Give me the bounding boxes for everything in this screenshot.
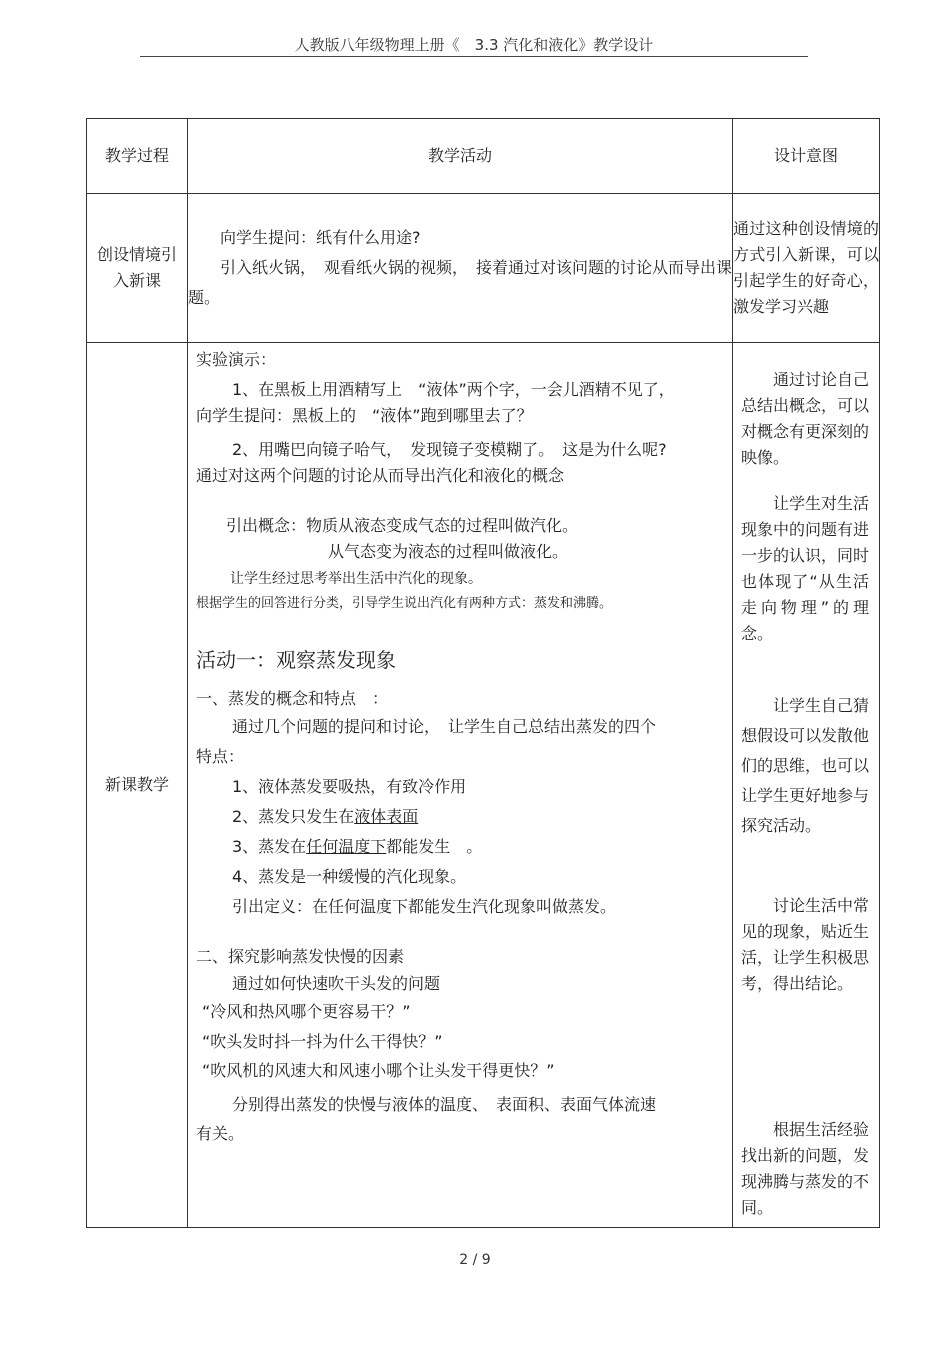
activity-line: 有关。	[196, 1124, 245, 1143]
activity-heading: 活动一：观察蒸发现象	[196, 648, 396, 672]
intent-note: 让学生自己猜想假设可以发散他们的思维，也可以让学生更好地参与探究活动。	[741, 696, 870, 835]
intent-note: 讨论生活中常见的现象，贴近生活，让学生积极思考，得出结论。	[741, 896, 870, 993]
activity-line: 通过几个问题的提问和讨论， 让学生自己总结出蒸发的四个	[232, 717, 657, 736]
table-row	[87, 343, 880, 1228]
question-line: “吹风机的风速大和风速小哪个让头发干得更快？”	[202, 1061, 555, 1080]
activity-line: 特点：	[196, 747, 245, 766]
intent-note: 通过讨论自己总结出概念，可以对概念有更深刻的映像。	[741, 370, 870, 467]
activity-line: 分别得出蒸发的快慢与液体的温度、 表面积、表面气体流速	[232, 1095, 657, 1114]
concept-line: 引出概念：物质从液态变成气态的过程叫做汽化。	[226, 516, 579, 535]
header-rule	[140, 56, 808, 57]
col-header-activity: 教学活动	[188, 119, 733, 194]
section-label: 创设情境引入新课	[87, 194, 188, 343]
activity-cell	[188, 343, 733, 1228]
activity-line: 向学生提问：黑板上的 “液体”跑到哪里去了？	[196, 406, 533, 425]
page-header: 人教版八年级物理上册《 3.3 汽化和液化》教学设计	[294, 36, 654, 54]
activity-line: 向学生提问：纸有什么用途?	[220, 228, 421, 247]
activity-line: 引入纸火锅， 观看纸火锅的视频， 接着通过对该问题的讨论从而导出课题。	[188, 258, 733, 307]
intent-note: 根据生活经验找出新的问题，发现沸腾与蒸发的不同。	[741, 1120, 870, 1217]
underlined-term: 任何温度下	[306, 837, 387, 856]
activity-line: 2、用嘴巴向镜子哈气， 发现镜子变模糊了。 这是为什么呢?	[232, 440, 667, 459]
activity-line: 1、在黑板上用酒精写上 “液体”两个字，一会儿酒精不见了，	[232, 380, 675, 399]
col-header-process: 教学过程	[87, 119, 188, 194]
section-label: 新课教学	[87, 343, 188, 1228]
underlined-term: 液体表面	[354, 807, 419, 826]
col-header-intent: 设计意图	[733, 119, 880, 194]
feature-item	[232, 834, 722, 860]
question-line: “吹头发时抖一抖为什么干得快？”	[202, 1032, 443, 1051]
page-number: 2 / 9	[459, 1252, 491, 1268]
feature-item: 1、液体蒸发要吸热，有致冷作用	[232, 777, 467, 796]
activity-line: 让学生经过思考举出生活中汽化的现象。	[230, 571, 482, 587]
table-header-row	[87, 119, 880, 194]
feature-text: 3、蒸发在	[232, 837, 307, 856]
question-line: “冷风和热风哪个更容易干？”	[202, 1002, 411, 1021]
feature-text: 都能发生 。	[386, 837, 483, 856]
definition-line: 引出定义：在任何温度下都能发生汽化现象叫做蒸发。	[232, 897, 617, 916]
subheading: 二、探究影响蒸发快慢的因素	[196, 947, 405, 966]
feature-item: 4、蒸发是一种缓慢的汽化现象。	[232, 867, 467, 886]
feature-text: 2、蒸发只发生在	[232, 807, 355, 826]
lesson-table	[86, 118, 880, 1228]
intent-cell	[733, 343, 880, 1228]
intent-note: 让学生对生活现象中的问题有进一步的认识，同时也体现了“从生活走向物理”的理念。	[741, 494, 870, 643]
activity-line: 实验演示：	[196, 350, 277, 369]
activity-line: 通过如何快速吹干头发的问题	[232, 974, 441, 993]
intent-cell: 通过这种创设情境的方式引入新课，可以引起学生的好奇心，激发学习兴趣	[733, 194, 880, 343]
subheading: 一、蒸发的概念和特点 ：	[196, 689, 389, 708]
activity-line: 通过对这两个问题的讨论从而导出汽化和液化的概念	[196, 466, 565, 485]
table-row	[87, 194, 880, 343]
activity-line: 根据学生的回答进行分类，引导学生说出汽化有两种方式：蒸发和沸腾。	[196, 596, 613, 611]
feature-item	[232, 804, 722, 830]
concept-line: 从气态变为液态的过程叫做液化。	[328, 542, 569, 561]
activity-cell	[188, 194, 733, 343]
